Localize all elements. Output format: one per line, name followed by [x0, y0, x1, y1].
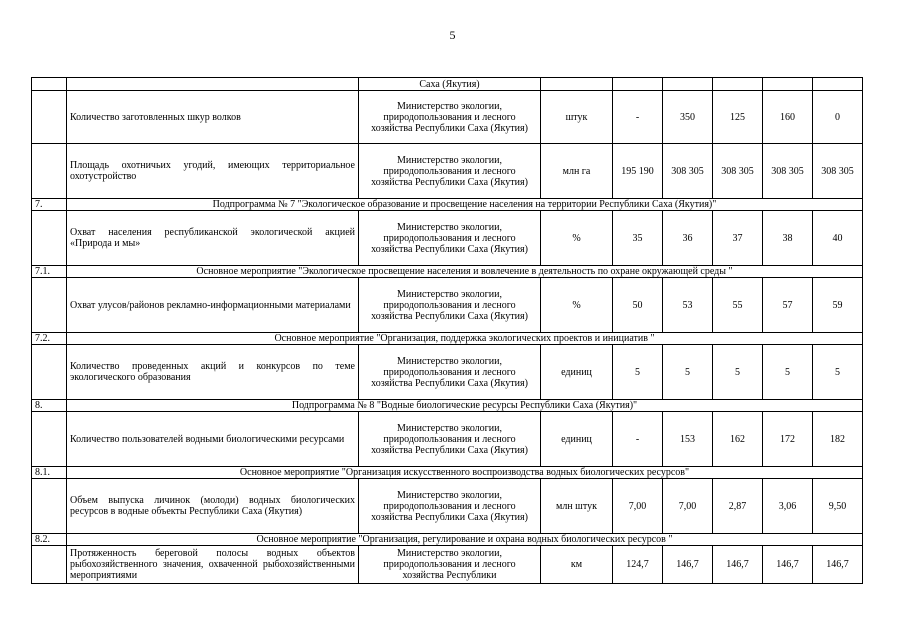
page-number: 5 — [449, 28, 456, 42]
indicator-cell: Протяженность береговой полосы водных объектов рыбохозяйственного значения, охваченной рыбохозяйственными мероприятиями — [67, 546, 359, 584]
indicator-cell: Площадь охотничьих угодий, имеющих территориальное охотустройство — [67, 144, 359, 199]
table-row — [32, 345, 863, 400]
activity-heading-row — [32, 266, 863, 278]
value-cell: 146,7 — [813, 546, 863, 584]
section-number: 8.1. — [32, 467, 67, 479]
num-cell — [32, 78, 67, 91]
department-cell: Министерство экологии, природопользования и лесного хозяйства Республики Саха (Якутия) — [359, 479, 541, 534]
indicator-cell: Охват улусов/районов рекламно-информационными материалами — [67, 278, 359, 333]
department-cell: Министерство экологии, природопользования и лесного хозяйства Республики Саха (Якутия) — [359, 91, 541, 144]
num-cell — [32, 479, 67, 534]
value-cell: 195 190 — [613, 144, 663, 199]
department-cell: Министерство экологии, природопользования и лесного хозяйства Республики Саха (Якутия) — [359, 211, 541, 266]
unit-cell: единиц — [541, 345, 613, 400]
value-cell — [613, 78, 663, 91]
value-cell: 160 — [763, 91, 813, 144]
section-number: 8.2. — [32, 534, 67, 546]
value-cell: 55 — [713, 278, 763, 333]
table-row — [32, 211, 863, 266]
indicator-cell: Количество пользователей водными биологическими ресурсами — [67, 412, 359, 467]
unit-cell: % — [541, 278, 613, 333]
value-cell: 146,7 — [713, 546, 763, 584]
section-number: 7.1. — [32, 266, 67, 278]
value-cell: 308 305 — [763, 144, 813, 199]
value-cell: 37 — [713, 211, 763, 266]
value-cell: 172 — [763, 412, 813, 467]
value-cell: 308 305 — [713, 144, 763, 199]
section-heading: Основное мероприятие "Экологическое просвещение населения и вовлечение в деятельность по охране окружающей среды " — [67, 266, 863, 278]
value-cell: 153 — [663, 412, 713, 467]
value-cell — [663, 78, 713, 91]
activity-heading-row — [32, 534, 863, 546]
table-row — [32, 479, 863, 534]
table-row — [32, 144, 863, 199]
indicator-cell: Количество проведенных акций и конкурсов по теме экологического образования — [67, 345, 359, 400]
value-cell: 350 — [663, 91, 713, 144]
value-cell: 308 305 — [813, 144, 863, 199]
value-cell: 182 — [813, 412, 863, 467]
subprogram-heading-row — [32, 400, 863, 412]
value-cell — [813, 78, 863, 91]
num-cell — [32, 278, 67, 333]
num-cell — [32, 546, 67, 584]
value-cell: 5 — [713, 345, 763, 400]
department-cell: Министерство экологии, природопользования и лесного хозяйства Республики — [359, 546, 541, 584]
value-cell: 57 — [763, 278, 813, 333]
department-cell: Саха (Якутия) — [359, 78, 541, 91]
value-cell: 124,7 — [613, 546, 663, 584]
value-cell: 7,00 — [663, 479, 713, 534]
section-number: 7. — [32, 199, 67, 211]
value-cell: 308 305 — [663, 144, 713, 199]
value-cell: 5 — [813, 345, 863, 400]
value-cell: - — [613, 91, 663, 144]
value-cell: 40 — [813, 211, 863, 266]
unit-cell: штук — [541, 91, 613, 144]
value-cell: 2,87 — [713, 479, 763, 534]
section-heading: Основное мероприятие "Организация искусственного воспроизводства водных биологических ресурсов" — [67, 467, 863, 479]
indicator-cell — [67, 78, 359, 91]
value-cell: 5 — [613, 345, 663, 400]
indicator-cell: Охват населения республиканской экологической акцией «Природа и мы» — [67, 211, 359, 266]
department-cell: Министерство экологии, природопользования и лесного хозяйства Республики Саха (Якутия) — [359, 278, 541, 333]
section-heading: Подпрограмма № 7 "Экологическое образование и просвещение населения на территории Республики Саха (Якутия)" — [67, 199, 863, 211]
table-row — [32, 412, 863, 467]
num-cell — [32, 412, 67, 467]
unit-cell — [541, 78, 613, 91]
num-cell — [32, 91, 67, 144]
department-cell: Министерство экологии, природопользования и лесного хозяйства Республики Саха (Якутия) — [359, 412, 541, 467]
section-heading: Основное мероприятие "Организация, поддержка экологических проектов и инициатив " — [67, 333, 863, 345]
section-heading: Подпрограмма № 8 "Водные биологические ресурсы Республики Саха (Якутия)" — [67, 400, 863, 412]
table-row — [32, 91, 863, 144]
value-cell: 35 — [613, 211, 663, 266]
indicators-table — [31, 77, 863, 584]
department-cell: Министерство экологии, природопользования и лесного хозяйства Республики Саха (Якутия) — [359, 345, 541, 400]
value-cell: 146,7 — [663, 546, 713, 584]
value-cell: 59 — [813, 278, 863, 333]
value-cell: 5 — [763, 345, 813, 400]
activity-heading-row — [32, 333, 863, 345]
value-cell: - — [613, 412, 663, 467]
num-cell — [32, 211, 67, 266]
value-cell: 0 — [813, 91, 863, 144]
value-cell: 3,06 — [763, 479, 813, 534]
indicator-cell: Количество заготовленных шкур волков — [67, 91, 359, 144]
value-cell: 125 — [713, 91, 763, 144]
value-cell: 50 — [613, 278, 663, 333]
value-cell: 146,7 — [763, 546, 813, 584]
section-heading: Основное мероприятие "Организация, регулирование и охрана водных биологических ресурсов " — [67, 534, 863, 546]
value-cell: 7,00 — [613, 479, 663, 534]
unit-cell: млн га — [541, 144, 613, 199]
table-row — [32, 546, 863, 584]
section-number: 8. — [32, 400, 67, 412]
num-cell — [32, 345, 67, 400]
value-cell: 162 — [713, 412, 763, 467]
section-number: 7.2. — [32, 333, 67, 345]
value-cell: 38 — [763, 211, 813, 266]
unit-cell: % — [541, 211, 613, 266]
value-cell — [713, 78, 763, 91]
table-row — [32, 278, 863, 333]
indicator-cell: Объем выпуска личинок (молоди) водных биологических ресурсов в водные объекты Республики Саха (Якутия) — [67, 479, 359, 534]
subprogram-heading-row — [32, 199, 863, 211]
unit-cell: единиц — [541, 412, 613, 467]
num-cell — [32, 144, 67, 199]
unit-cell: км — [541, 546, 613, 584]
value-cell: 5 — [663, 345, 713, 400]
value-cell: 9,50 — [813, 479, 863, 534]
activity-heading-row — [32, 467, 863, 479]
value-cell: 53 — [663, 278, 713, 333]
value-cell — [763, 78, 813, 91]
value-cell: 36 — [663, 211, 713, 266]
unit-cell: млн штук — [541, 479, 613, 534]
department-cell: Министерство экологии, природопользования и лесного хозяйства Республики Саха (Якутия) — [359, 144, 541, 199]
